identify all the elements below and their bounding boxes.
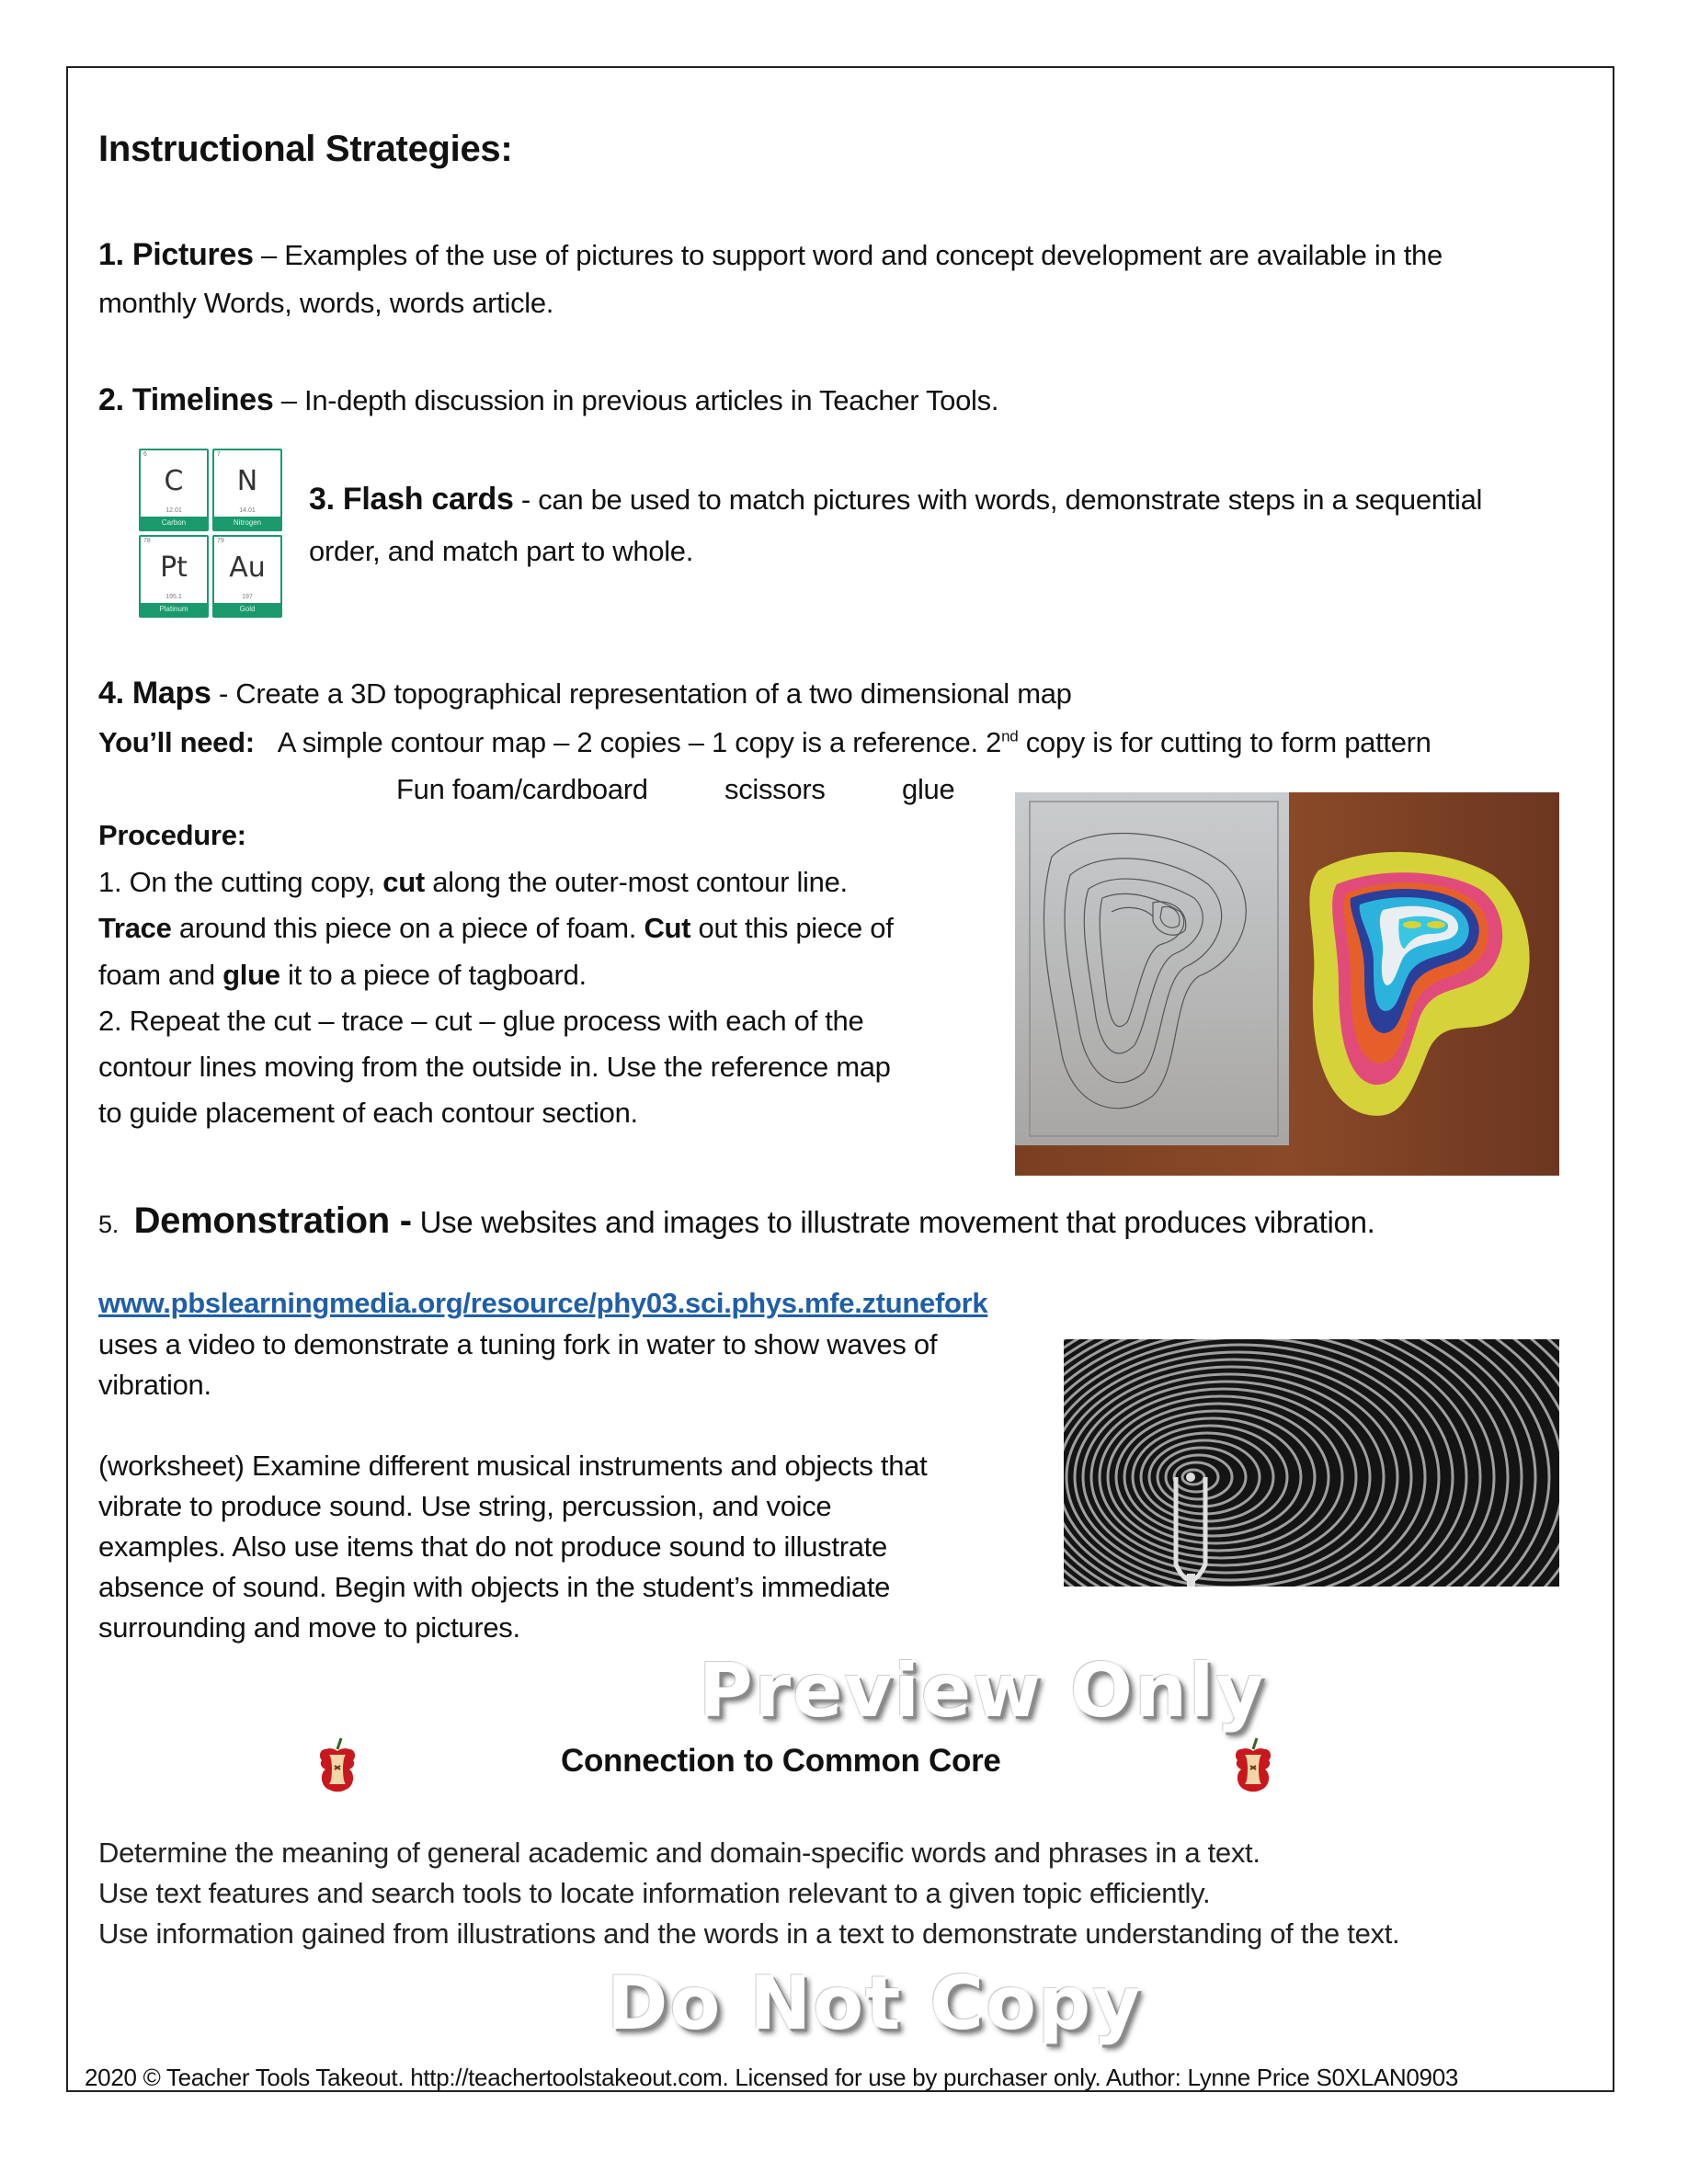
topographic-map-photo bbox=[1015, 792, 1559, 1176]
procedure-label: Procedure: bbox=[98, 819, 246, 851]
maps-paragraph bbox=[98, 677, 1072, 709]
needs-superscript: nd bbox=[1001, 727, 1019, 745]
needs-label: You’ll need: bbox=[98, 726, 255, 758]
supply-foam: Fun foam/cardboard bbox=[396, 773, 648, 805]
apple-core-icon bbox=[314, 1736, 360, 1793]
element-card bbox=[212, 449, 282, 531]
worksheet-line: vibrate to produce sound. Use string, percussion, and voice bbox=[98, 1490, 832, 1522]
atomic-number: 7 bbox=[217, 451, 221, 458]
element-card bbox=[139, 449, 209, 531]
worksheet-line: surrounding and move to pictures. bbox=[98, 1611, 520, 1644]
atomic-number: 6 bbox=[143, 451, 147, 458]
worksheet-line: (worksheet) Examine different musical instruments and objects that bbox=[98, 1450, 928, 1482]
page-title: Instructional Strategies: bbox=[98, 129, 513, 169]
flash-cards-heading: 3. Flash cards bbox=[309, 482, 514, 517]
worksheet-line: absence of sound. Begin with objects in the student’s immediate bbox=[98, 1571, 891, 1603]
worksheet-line: examples. Also use items that do not produce sound to illustrate bbox=[98, 1530, 887, 1563]
element-name: Carbon bbox=[141, 517, 207, 529]
supply-glue: glue bbox=[902, 773, 955, 805]
demonstration-paragraph bbox=[98, 1202, 1375, 1239]
atomic-number: 79 bbox=[217, 538, 224, 544]
element-symbol: Au bbox=[229, 551, 266, 584]
element-symbol: Pt bbox=[160, 551, 188, 584]
link-description-line1: uses a video to demonstrate a tuning fork in water to show waves of bbox=[98, 1328, 938, 1360]
atomic-mass: 197 bbox=[242, 594, 253, 600]
flash-cards-text-line2: order, and match part to whole. bbox=[309, 535, 694, 567]
step-bold: Cut bbox=[644, 912, 691, 944]
pictures-text-line2: monthly Words, words, words article. bbox=[98, 287, 554, 319]
atomic-mass: 195.1 bbox=[165, 594, 182, 600]
step-bold: Trace bbox=[98, 912, 172, 944]
flash-cards-text: - can be used to match pictures with words, demonstrate steps in a sequential bbox=[513, 483, 1483, 516]
maps-text: - Create a 3D topographical representation of a two dimensional map bbox=[211, 677, 1072, 710]
step-text: foam and bbox=[98, 959, 223, 991]
supply-scissors: scissors bbox=[724, 773, 826, 805]
topo-photo-graphic bbox=[1015, 792, 1559, 1176]
link-description-line2: vibration. bbox=[98, 1369, 211, 1401]
timelines-text: – In-depth discussion in previous articles in Teacher Tools. bbox=[273, 384, 999, 416]
apple-core-icon bbox=[1230, 1736, 1276, 1793]
element-card bbox=[212, 535, 282, 618]
common-core-standard: Use text features and search tools to locate information relevant to a given topic efficiently. bbox=[98, 1877, 1211, 1909]
step-text: out this piece of bbox=[690, 912, 894, 944]
atomic-mass: 12.01 bbox=[165, 507, 182, 514]
common-core-heading: Connection to Common Core bbox=[561, 1743, 1001, 1779]
pictures-paragraph bbox=[98, 239, 1443, 270]
demonstration-number: 5. bbox=[98, 1211, 119, 1238]
step-text: along the outer-most contour line. bbox=[424, 866, 848, 898]
element-card bbox=[139, 535, 209, 618]
step-bold: cut bbox=[382, 866, 425, 898]
pictures-heading: 1. Pictures bbox=[98, 237, 254, 272]
needs-text: A simple contour map – 2 copies – 1 copy is a reference. 2 bbox=[277, 726, 1002, 758]
atomic-mass: 14.01 bbox=[239, 507, 256, 514]
ripple-graphic bbox=[1064, 1339, 1559, 1587]
pictures-text: – Examples of the use of pictures to support word and concept development are available in the bbox=[253, 239, 1443, 271]
element-symbol: C bbox=[164, 464, 184, 497]
element-name: Gold bbox=[214, 603, 280, 616]
atomic-number: 78 bbox=[143, 538, 151, 544]
timelines-heading: 2. Timelines bbox=[98, 382, 274, 417]
watermark-preview-only: Preview Only bbox=[699, 1648, 1266, 1734]
common-core-standard: Use information gained from illustrations and the words in a text to demonstrate understanding of the text. bbox=[98, 1917, 1400, 1950]
procedure-step-2c: to guide placement of each contour section. bbox=[98, 1097, 638, 1129]
tuning-fork-waves-photo bbox=[1064, 1339, 1559, 1587]
procedure-step-1c bbox=[98, 961, 587, 989]
procedure-step-1 bbox=[98, 868, 848, 896]
flash-cards-paragraph bbox=[309, 483, 1482, 515]
copyright-footer: 2020 © Teacher Tools Takeout. http://teachertoolstakeout.com. Licensed for use by purchaser only. Author: Lynne Price S0XLAN0903 bbox=[85, 2064, 1459, 2091]
element-symbol: N bbox=[236, 464, 258, 497]
procedure-step-2b: contour lines moving from the outside in. Use the reference map bbox=[98, 1051, 891, 1083]
common-core-standard: Determine the meaning of general academic and domain-specific words and phrases in a text. bbox=[98, 1837, 1260, 1869]
needs-text-b: copy is for cutting to form pattern bbox=[1018, 726, 1431, 758]
needs-line bbox=[98, 728, 1431, 756]
demonstration-text: Use websites and images to illustrate movement that produces vibration. bbox=[411, 1205, 1375, 1239]
timelines-paragraph bbox=[98, 384, 998, 415]
procedure-step-2: 2. Repeat the cut – trace – cut – glue process with each of the bbox=[98, 1005, 864, 1037]
pbs-resource-link[interactable]: www.pbslearningmedia.org/resource/phy03.sci.phys.mfe.ztunefork bbox=[98, 1287, 988, 1319]
step-text: 1. On the cutting copy, bbox=[98, 866, 383, 898]
element-name: Nitrogen bbox=[214, 517, 280, 529]
demonstration-heading: Demonstration - bbox=[133, 1200, 412, 1241]
step-text: it to a piece of tagboard. bbox=[279, 959, 587, 991]
element-name: Platinum bbox=[141, 603, 207, 616]
watermark-do-not-copy: Do Not Copy bbox=[607, 1961, 1143, 2046]
step-text: around this piece on a piece of foam. bbox=[171, 912, 644, 944]
step-bold: glue bbox=[222, 959, 280, 991]
maps-heading: 4. Maps bbox=[98, 676, 211, 711]
flash-cards-image bbox=[139, 449, 282, 618]
procedure-step-1b bbox=[98, 914, 894, 942]
